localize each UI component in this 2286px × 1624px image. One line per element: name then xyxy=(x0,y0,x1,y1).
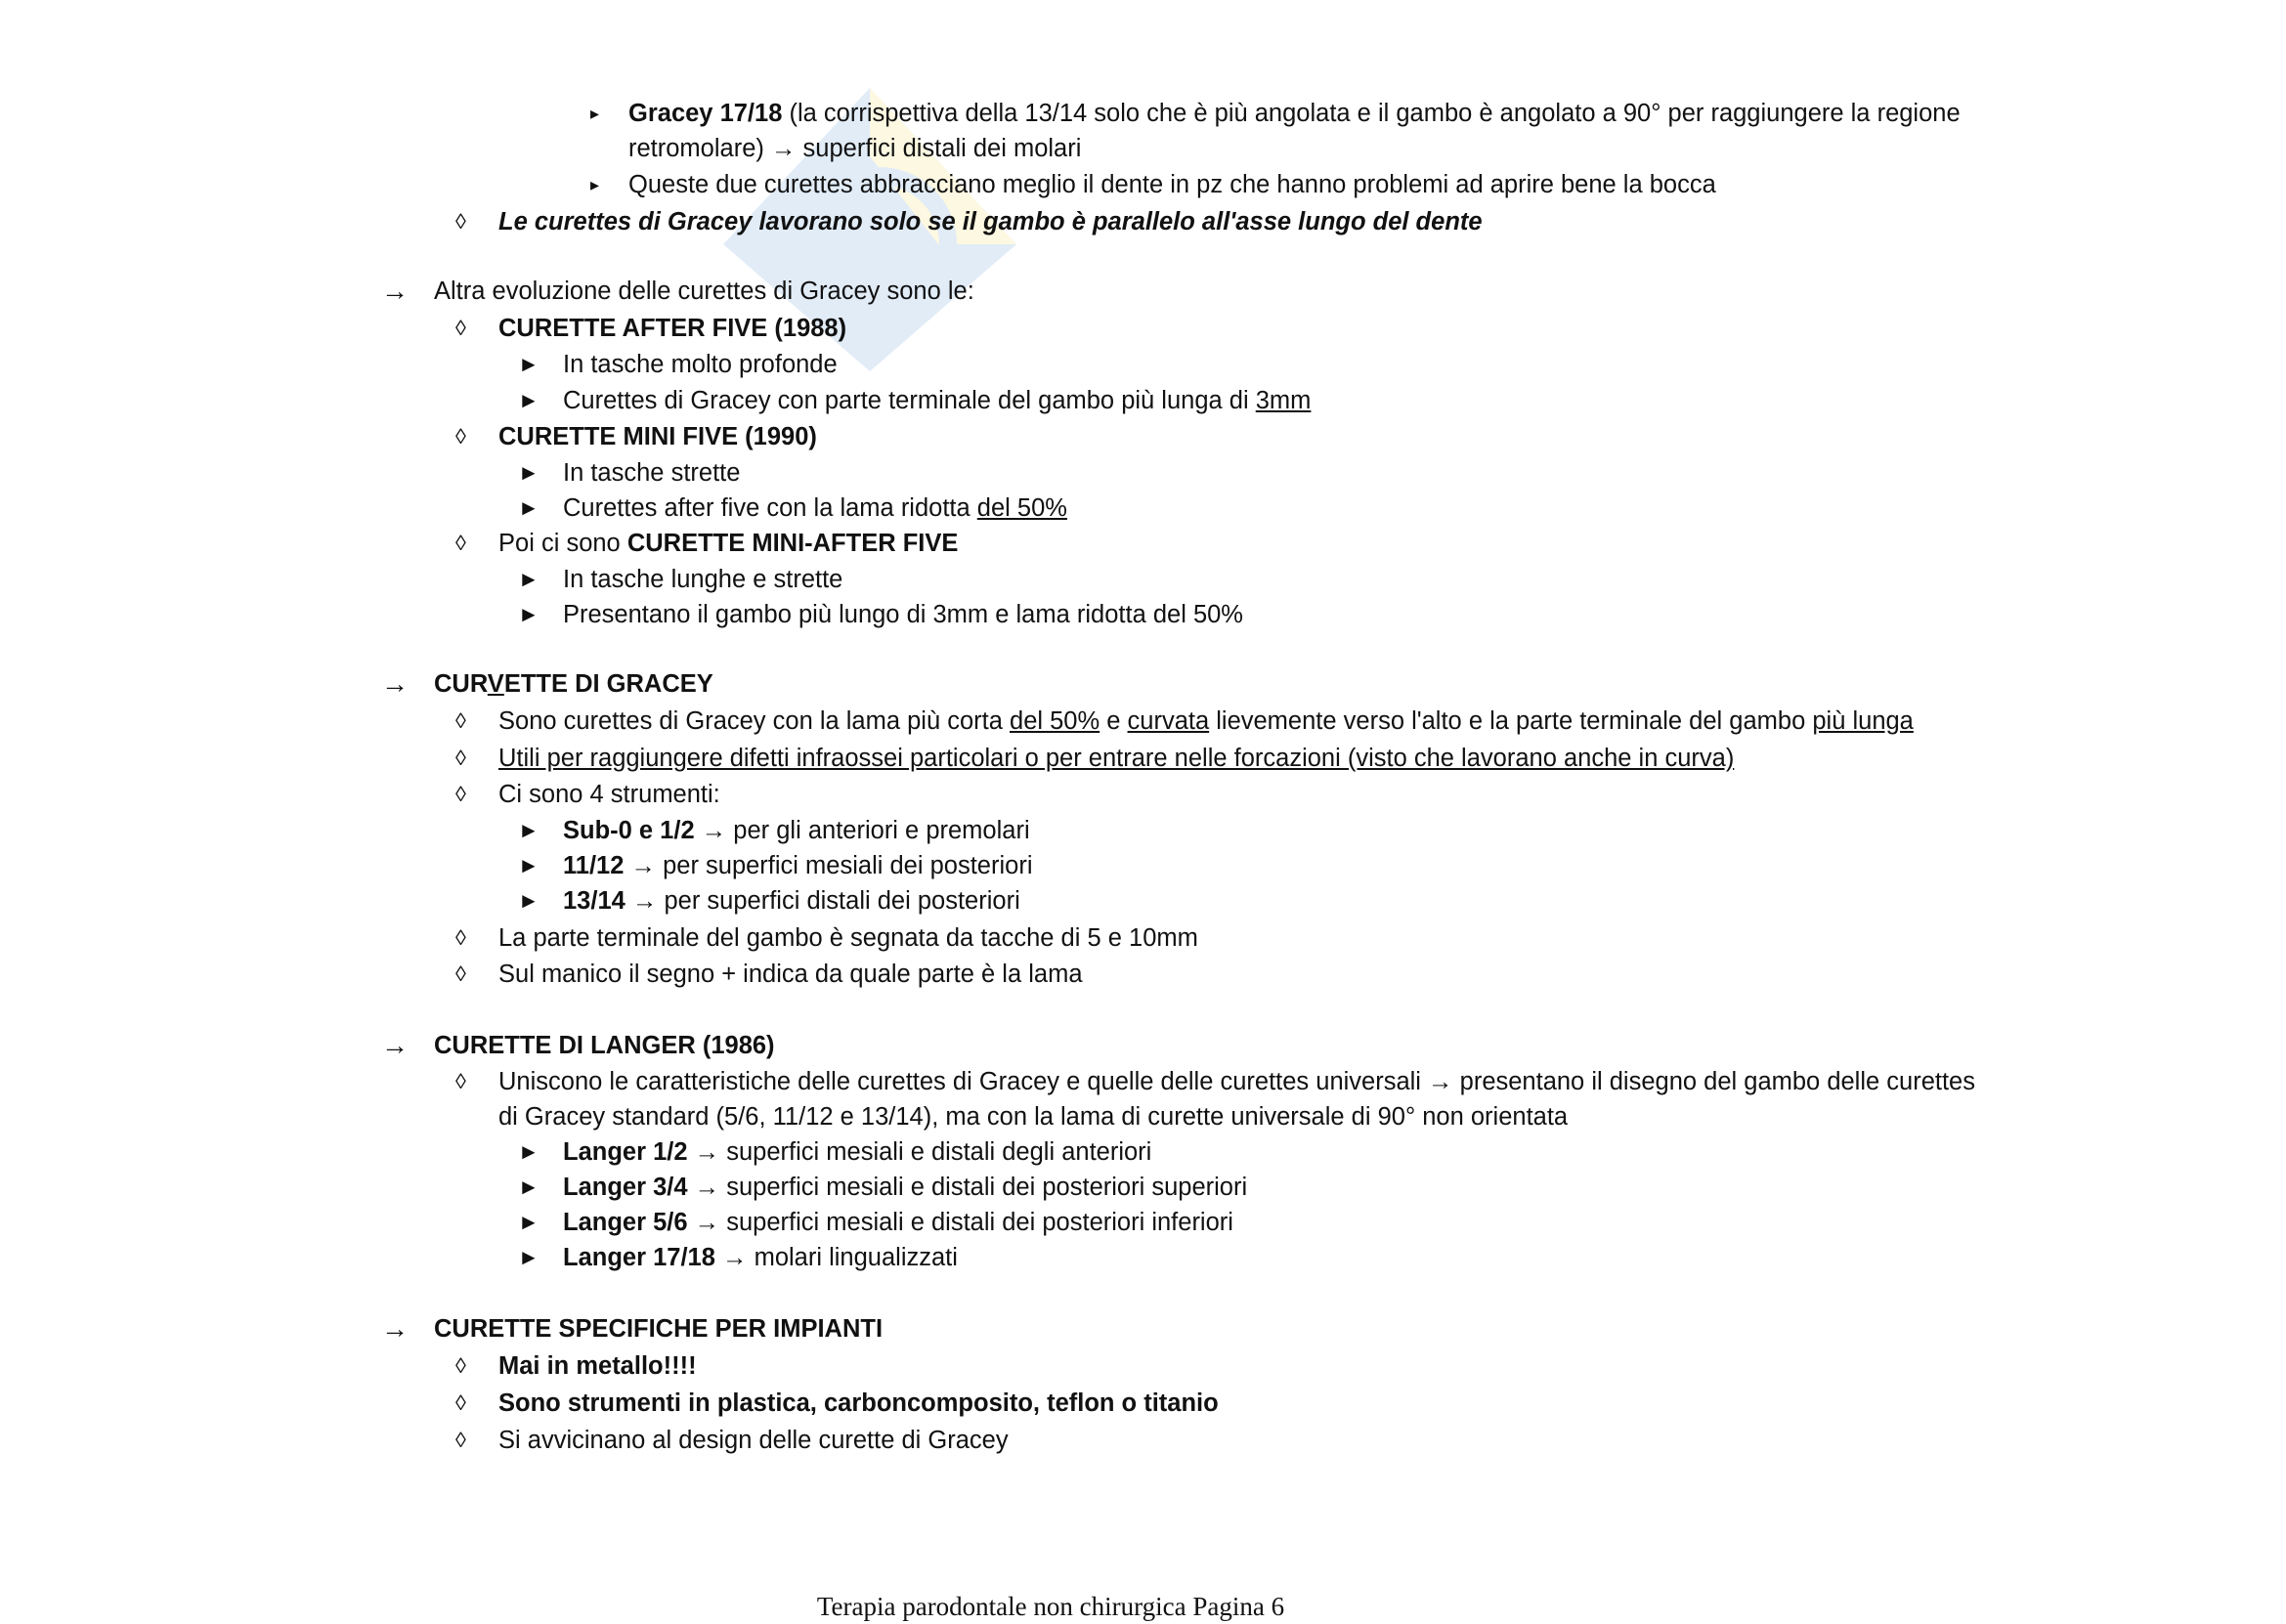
list-item xyxy=(498,526,958,561)
triangle-bullet-icon: ► xyxy=(518,888,539,913)
list-item xyxy=(563,1205,1233,1240)
item-label: Langer 1/2 xyxy=(563,1138,688,1166)
item-text: Poi ci sono xyxy=(498,530,627,557)
item-text-underlined: del 50% xyxy=(976,494,1067,522)
list-item-continuation: retromolare) → superfici distali dei molari xyxy=(628,135,1082,162)
list-item: In tasche molto profonde xyxy=(563,351,838,378)
item-text: → superfici mesiali e distali degli anteriori xyxy=(687,1138,1152,1166)
item-text: → superfici mesiali e distali dei posteriori superiori xyxy=(687,1174,1248,1201)
list-item xyxy=(563,491,1067,526)
item-label: Sub-0 e 1/2 xyxy=(563,817,695,844)
list-item: La parte terminale del gambo è segnata da tacche di 5 e 10mm xyxy=(498,924,1198,952)
diamond-bullet-icon: ◊ xyxy=(455,925,466,950)
diamond-bullet-icon: ◊ xyxy=(455,1069,466,1093)
diamond-bullet-icon: ◊ xyxy=(455,531,466,555)
list-item xyxy=(563,813,1030,848)
list-item xyxy=(563,1134,1151,1170)
list-item xyxy=(628,96,1961,131)
arrow-bullet-icon: → xyxy=(381,668,409,699)
list-item xyxy=(563,1170,1247,1205)
item-label: Langer 17/18 xyxy=(563,1244,715,1271)
section-heading: CURETTE DI LANGER (1986) xyxy=(434,1032,775,1059)
list-item xyxy=(563,383,1311,418)
item-text-bold: CURETTE MINI-AFTER FIVE xyxy=(626,530,959,557)
arrow-bullet-icon: → xyxy=(381,276,409,306)
item-label: Langer 5/6 xyxy=(563,1209,688,1236)
small-triangle-bullet-icon: ▸ xyxy=(590,104,600,123)
list-item: Utili per raggiungere difetti infraossei particolari o per entrare nelle forcazioni (visto che lavorano anche in curva) xyxy=(498,745,1735,772)
diamond-bullet-icon: ◊ xyxy=(455,1353,466,1378)
diamond-bullet-icon: ◊ xyxy=(455,1390,466,1415)
diamond-bullet-icon: ◊ xyxy=(455,1428,466,1452)
item-text: → molari lingualizzati xyxy=(714,1244,958,1271)
heading-part: CUR xyxy=(434,670,488,698)
item-text: → per superfici distali dei posteriori xyxy=(625,887,1020,915)
triangle-bullet-icon: ► xyxy=(518,602,539,626)
triangle-bullet-icon: ► xyxy=(518,495,539,520)
triangle-bullet-icon: ► xyxy=(518,818,539,842)
item-label: Langer 3/4 xyxy=(563,1174,688,1201)
item-text-underlined: più lunga xyxy=(1812,707,1914,735)
triangle-bullet-icon: ► xyxy=(518,853,539,877)
heading-part-underlined: V xyxy=(487,670,504,698)
list-item xyxy=(563,883,1020,919)
list-item: Uniscono le caratteristiche delle curettes di Gracey e quelle delle curettes universali → presentano il disegno del gambo delle curettes xyxy=(498,1068,1975,1095)
list-item: Mai in metallo!!!! xyxy=(498,1352,697,1380)
triangle-bullet-icon: ► xyxy=(518,460,539,485)
list-item xyxy=(563,1240,958,1275)
item-label: Gracey 17/18 xyxy=(628,100,783,127)
triangle-bullet-icon: ► xyxy=(518,1175,539,1199)
list-item xyxy=(498,704,1914,739)
diamond-bullet-icon: ◊ xyxy=(455,424,466,449)
item-text: Curettes di Gracey con parte terminale del gambo più lunga di xyxy=(563,387,1256,414)
small-triangle-bullet-icon: ▸ xyxy=(590,175,600,194)
list-item: In tasche lunghe e strette xyxy=(563,566,843,593)
list-item: Queste due curettes abbracciano meglio il dente in pz che hanno problemi ad aprire bene la bocca xyxy=(628,171,1716,198)
arrow-bullet-icon: → xyxy=(381,1313,409,1344)
arrow-bullet-icon: → xyxy=(381,1030,409,1060)
section-heading xyxy=(434,666,713,702)
list-item: Presentano il gambo più lungo di 3mm e lama ridotta del 50% xyxy=(563,601,1243,628)
diamond-bullet-icon: ◊ xyxy=(455,708,466,733)
list-item: Ci sono 4 strumenti: xyxy=(498,781,720,808)
item-text: Curettes after five con la lama ridotta xyxy=(563,494,977,522)
triangle-bullet-icon: ► xyxy=(518,1245,539,1269)
item-text: Sono curettes di Gracey con la lama più corta xyxy=(498,707,1011,735)
item-text: → per gli anteriori e premolari xyxy=(694,817,1030,844)
item-text-underlined: 3mm xyxy=(1255,387,1312,414)
diamond-bullet-icon: ◊ xyxy=(455,746,466,770)
item-text: e xyxy=(1100,707,1128,735)
list-item: Le curettes di Gracey lavorano solo se il gambo è parallelo all'asse lungo del dente xyxy=(498,208,1483,235)
triangle-bullet-icon: ► xyxy=(518,388,539,412)
item-text-underlined: curvata xyxy=(1127,707,1210,735)
subheading: CURETTE AFTER FIVE (1988) xyxy=(498,315,847,342)
list-item xyxy=(563,848,1032,883)
list-item: Si avvicinano al design delle curette di Gracey xyxy=(498,1427,1009,1454)
list-item: In tasche strette xyxy=(563,459,741,487)
page-footer: Terapia parodontale non chirurgica Pagina 6 xyxy=(816,1592,1285,1621)
list-item: Sono strumenti in plastica, carboncomposito, teflon o titanio xyxy=(498,1389,1219,1417)
section-heading: CURETTE SPECIFICHE PER IMPIANTI xyxy=(434,1315,884,1343)
item-text: → per superfici mesiali dei posteriori xyxy=(624,852,1033,879)
triangle-bullet-icon: ► xyxy=(518,1210,539,1234)
subheading: CURETTE MINI FIVE (1990) xyxy=(498,423,817,450)
item-label: 11/12 xyxy=(563,852,625,879)
list-item: Sul manico il segno + indica da quale parte è la lama xyxy=(498,961,1083,988)
diamond-bullet-icon: ◊ xyxy=(455,209,466,234)
triangle-bullet-icon: ► xyxy=(518,1139,539,1164)
diamond-bullet-icon: ◊ xyxy=(455,316,466,340)
section-intro: Altra evoluzione delle curettes di Gracey sono le: xyxy=(434,278,974,305)
diamond-bullet-icon: ◊ xyxy=(455,962,466,986)
heading-part: ETTE DI GRACEY xyxy=(503,670,713,698)
list-item-continuation: di Gracey standard (5/6, 11/12 e 13/14), ma con la lama di curette universale di 90° non orientata xyxy=(498,1103,1569,1131)
diamond-bullet-icon: ◊ xyxy=(455,782,466,806)
item-text: (la corrispettiva della 13/14 solo che è più angolata e il gambo è angolato a 90° per raggiungere la regione xyxy=(782,100,1961,127)
item-text-underlined: del 50% xyxy=(1010,707,1100,735)
item-text: → superfici mesiali e distali dei posteriori inferiori xyxy=(687,1209,1233,1236)
item-text: lievemente verso l'alto e la parte terminale del gambo xyxy=(1209,707,1813,735)
triangle-bullet-icon: ► xyxy=(518,352,539,376)
item-label: 13/14 xyxy=(563,887,625,915)
triangle-bullet-icon: ► xyxy=(518,567,539,591)
